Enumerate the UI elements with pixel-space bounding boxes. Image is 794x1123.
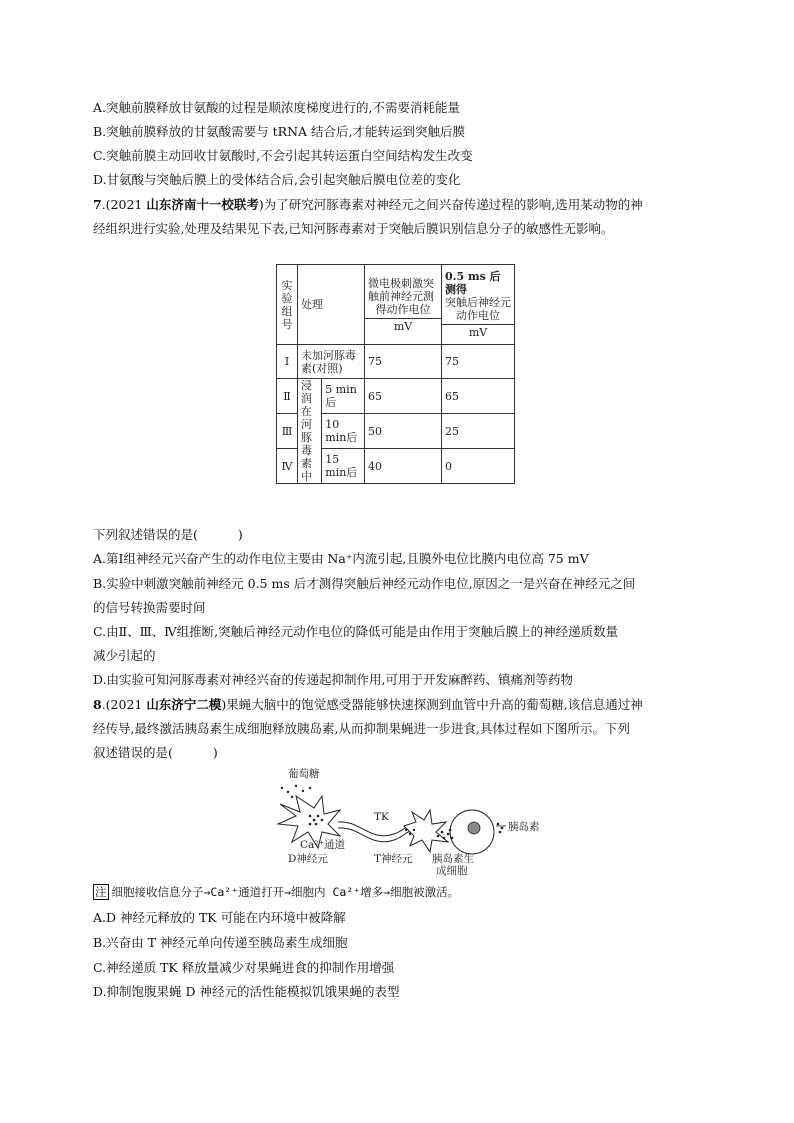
table-header-post-unit: mV <box>442 324 514 339</box>
q7-ask: 下列叙述错误的是( ) <box>93 527 243 542</box>
q8-neuron-diagram <box>270 766 540 878</box>
q6-option-b: B.突触前膜释放的甘氨酸需要与 tRNA 结合后,才能转运到突触后膜 <box>93 124 465 139</box>
label-d-neuron: D神经元 <box>288 853 328 865</box>
q7-source: 山东济南十一校联考 <box>146 197 259 212</box>
q8-stem-line2: 经传导,最终激活胰岛素生成细胞释放胰岛素,从而抑制果蝇进一步进食,具体过程如下图所示。下列 <box>93 721 630 736</box>
q8-stem-line3: 叙述错误的是( ) <box>93 745 218 760</box>
label-insulin: 胰岛素 <box>508 821 540 833</box>
table-row: Ⅰ 未加河豚毒素(对照) 75 75 <box>277 345 515 379</box>
label-insulin-cell-a: 胰岛素生 <box>432 853 474 865</box>
q8-number: 8 <box>93 697 102 712</box>
label-glucose: 葡萄糖 <box>288 768 320 780</box>
table-header-pre-unit: mV <box>365 318 441 333</box>
note-label: 注 <box>95 885 107 899</box>
q6-option-c: C.突触前膜主动回收甘氨酸时,不会引起其转运蛋白空间结构发生改变 <box>93 148 473 163</box>
q7-option-a: A.第Ⅰ组神经元兴奋产生的动作电位主要由 Na⁺内流引起,且膜外电位比膜内电位高 75 mV <box>93 551 589 566</box>
label-insulin-cell-b: 成细胞 <box>436 865 468 877</box>
table-header-group: 实验组号 <box>277 265 298 345</box>
table-header-pre: 微电极刺激突触前神经元测 得动作电位 mV <box>365 265 442 345</box>
q7-option-b: B.实验中刺激突触前神经元 0.5 ms 后才测得突触后神经元动作电位,原因之一是兴奋在神经元之间 <box>93 576 636 591</box>
q8-stem-line1: 8.(2021 山东济宁二模)果蝇大脑中的饱觉感受器能够快速探测到血管中升高的葡萄糖,该信息通过神 <box>93 697 643 712</box>
q7-stem-line1 <box>93 196 643 214</box>
label-t-neuron: T神经元 <box>374 853 413 865</box>
q8-option-d: D.抑制饱腹果蝇 D 神经元的活性能模拟饥饿果蝇的表型 <box>93 984 400 999</box>
table-row: Ⅳ 15 min后 40 0 <box>277 449 515 484</box>
q8-option-a: A.D 神经元释放的 TK 可能在内环境中被降解 <box>93 910 346 925</box>
insulin-cell-nucleus <box>468 822 480 834</box>
q7-option-c: C.由Ⅱ、Ⅲ、Ⅳ组推断,突触后神经元动作电位的降低可能是由作用于突触后膜上的神经递质数量 <box>93 624 619 639</box>
table-soak-label: 浸润在河豚毒素中 <box>298 379 322 484</box>
q7-stem-line2: 经组织进行实验,处理及结果见下表,已知河豚毒素对于突触后膜识别信息分子的敏感性无影响。 <box>93 221 614 236</box>
table-row: Ⅲ 10 min后 50 25 <box>277 414 515 449</box>
label-tk: TK <box>374 811 389 823</box>
label-ca-channel: Ca²⁺通道 <box>300 839 346 851</box>
q6-option-d: D.甘氨酸与突触后膜上的受体结合后,会引起突触后膜电位差的变化 <box>93 172 461 187</box>
table-header-post: 0.5 ms 后测得 突触后神经元动作电位 mV <box>442 265 515 345</box>
q6-option-a: A.突触前膜释放甘氨酸的过程是顺浓度梯度进行的,不需要消耗能量 <box>93 100 460 115</box>
q7-stem-text: )为了研究河豚毒素对神经元之间兴奋传递过程的影响,选用某动物的神 <box>258 197 643 212</box>
q7-number: 7 <box>93 197 102 212</box>
q7-option-b-cont: 的信号转换需要时间 <box>93 600 206 615</box>
q8-option-c: C.神经递质 TK 释放量减少对果蝇进食的抑制作用增强 <box>93 960 395 975</box>
q7-source-prefix: .(2021 <box>101 197 147 212</box>
q8-source: 山东济宁二模 <box>146 697 222 712</box>
q7-experiment-table <box>276 264 515 484</box>
q7-option-c-cont: 减少引起的 <box>93 648 156 663</box>
q7-option-d: D.由实验可知河豚毒素对神经兴奋的传递起抑制作用,可用于开发麻醉药、镇痛剂等药物 <box>93 672 574 687</box>
note-text: 细胞接收信息分子→Ca²⁺通道打开→细胞内 Ca²⁺增多→细胞被激活。 <box>111 885 460 899</box>
table-header-treatment: 处理 <box>298 265 365 345</box>
q8-option-b: B.兴奋由 T 神经元单向传递至胰岛素生成细胞 <box>93 935 348 950</box>
table-row: Ⅱ 浸润在河豚毒素中 5 min后 65 65 <box>277 379 515 414</box>
q8-note <box>93 884 459 900</box>
